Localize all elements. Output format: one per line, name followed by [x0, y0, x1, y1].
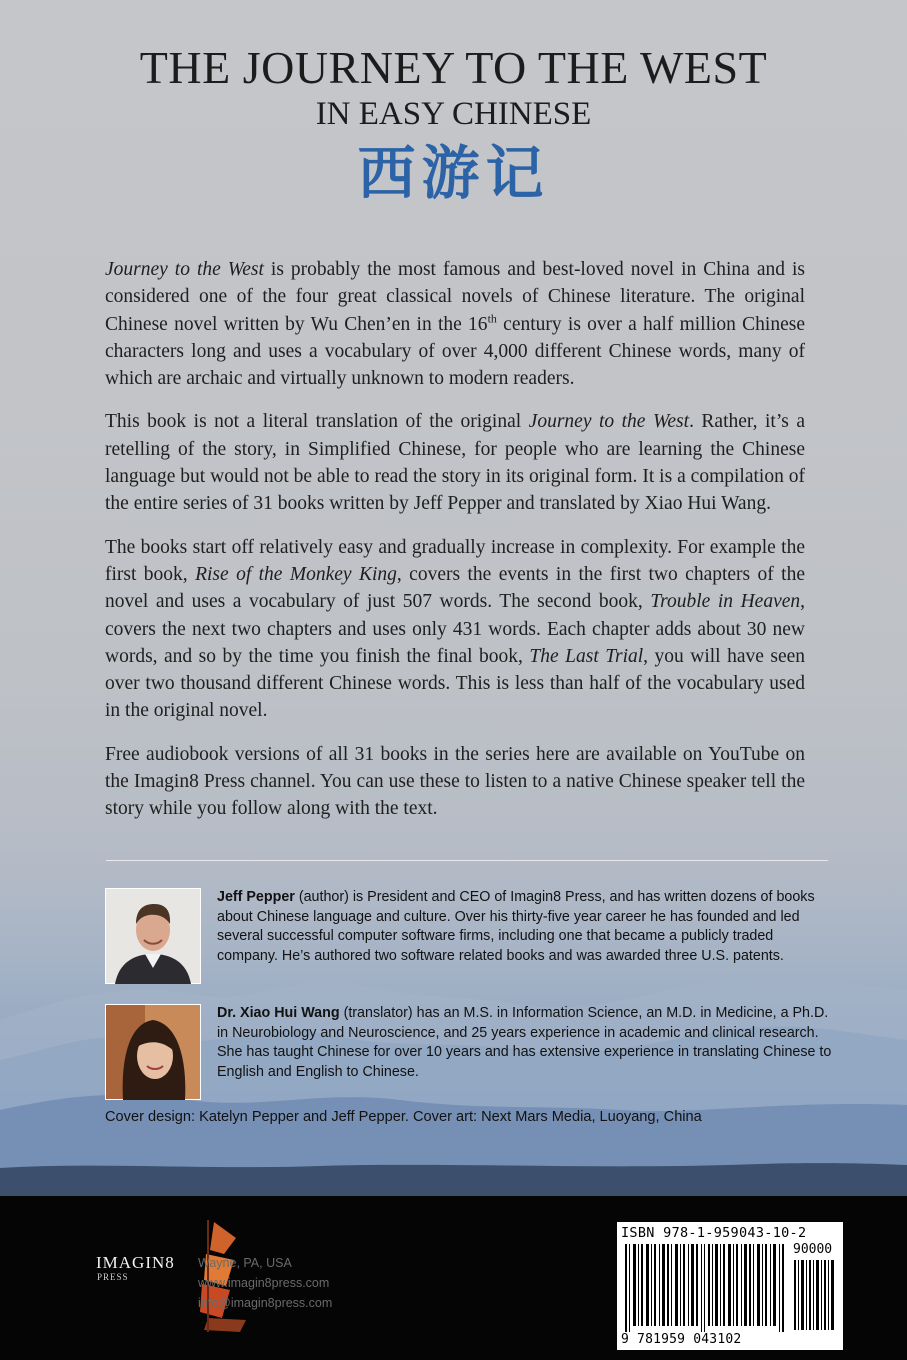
translator-name: Dr. Xiao Hui Wang — [217, 1005, 340, 1021]
text-span: century is over a half million Chinese characters long and uses a vocabulary of over 4,000 different Chinese words, many of which are archaic and virtually unknown to modern readers. — [105, 313, 806, 390]
italic-title: Rise of the Monkey King — [195, 563, 397, 585]
cover-credits: Cover design: Katelyn Pepper and Jeff Pepper. Cover art: Next Mars Media, Luoyang, China — [105, 1109, 702, 1125]
text-span: is probably the most famous and best-loved novel in China and is considered one of the four great classical novels of Chinese literature. The original Chinese novel written by Wu Chen’en in the 16 — [105, 259, 805, 335]
superscript: th — [487, 311, 497, 326]
isbn-barcode — [617, 1222, 843, 1350]
isbn-number: ISBN 978-1-959043-10-2 — [621, 1225, 807, 1241]
text-span: This book is not a literal translation of the original — [105, 411, 529, 433]
text-span: Free audiobook versions of all 31 books in the series here are available on YouTube on the Imagin8 Press channel. You can use these to listen to a native Chinese speaker tell the story while you follow along with the text. — [105, 743, 805, 820]
ean-number: 9 781959 043102 — [621, 1332, 742, 1347]
divider — [106, 860, 828, 861]
publisher-logo-text: IMAGIN8 — [96, 1253, 175, 1272]
book-title: THE JOURNEY TO THE WEST — [139, 42, 768, 93]
translator-bio-text — [217, 1004, 837, 1082]
translator-photo — [105, 1004, 201, 1100]
translator-bio — [105, 1004, 835, 1104]
italic-title: Trouble in Heaven — [650, 591, 801, 613]
author-photo — [105, 888, 201, 984]
translator-description: (translator) has an M.S. in Information Science, an M.D. in Medicine, a Ph.D. in Neurobiology and Neuroscience, and 25 years experience in academic and clinical research. She has taught Chinese for over 10 years and has extensive experience in translating Chinese to English and English to Chinese. — [217, 1005, 832, 1080]
barcode-bars — [623, 1244, 787, 1332]
publisher-location: Wayne, PA, USA — [198, 1256, 292, 1270]
author-description: (author) is President and CEO of Imagin8 Press, and has written dozens of books about Chinese language and culture. Over his thirty-five year career he has founded and led several successful computer software firms, including one that became a publicly traded company. He’s authored two software related books and was awarded three U.S. patents. — [217, 889, 815, 964]
author-name: Jeff Pepper — [217, 889, 295, 905]
price-code: 90000 — [793, 1242, 833, 1257]
text-span: , covers the events in the first two chapters of the novel and uses a vocabulary of just 507 words. The second book, — [105, 563, 805, 613]
publisher-email[interactable]: info@imagin8press.com — [198, 1296, 333, 1310]
description-paragraph-4 — [105, 741, 805, 823]
text-span: , covers the next two chapters and uses only 431 words. Each chapter adds about 30 new words, and so by the time you finish the final book, — [105, 591, 806, 667]
description-paragraph-1 — [105, 256, 805, 392]
publisher-logo-subtext: PRESS — [97, 1272, 129, 1282]
text-span: , you will have seen over two thousand different Chinese words. This is less than half of the vocabulary used in the original novel. — [105, 645, 806, 722]
text-span: . Rather, it’s a retelling of the story, in Simplified Chinese, for people who are learning the Chinese language but would not be able to read the story in its original form. It is a compilation of the entire series of 31 books written by Jeff Pepper and translated by Xiao Hui Wang. — [105, 411, 805, 515]
author-bio — [105, 888, 835, 988]
author-bio-text — [217, 888, 837, 966]
italic-title: Journey to the West — [105, 259, 264, 280]
book-subtitle: IN EASY CHINESE — [315, 96, 592, 132]
publisher-website[interactable]: www.imagin8press.com — [198, 1276, 330, 1290]
description — [105, 256, 805, 839]
price-barcode-bars — [793, 1260, 837, 1330]
book-title-chinese: 西游记 — [357, 139, 550, 207]
description-paragraph-3 — [105, 534, 805, 725]
description-paragraph-2 — [105, 408, 805, 517]
italic-title: Journey to the West — [528, 411, 690, 433]
text-span: The books start off relatively easy and gradually increase in complexity. For example the first book, — [105, 536, 805, 585]
italic-title: The Last Trial — [529, 645, 644, 667]
